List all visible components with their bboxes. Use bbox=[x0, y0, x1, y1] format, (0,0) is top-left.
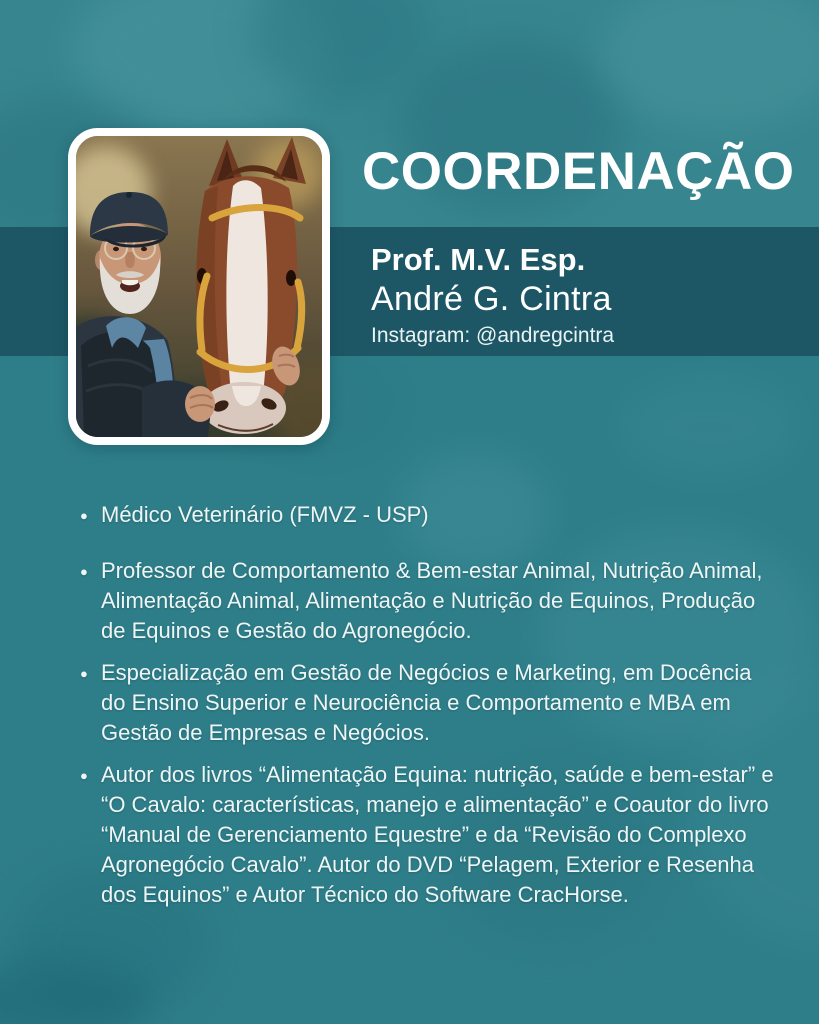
credential-text: Especialização em Gestão de Negócios e Marketing, em Docência do Ensino Superior e Neurociência e Comportamento e MBA em Gestão de Empresas e Negócios. bbox=[101, 660, 752, 745]
credential-text: Médico Veterinário (FMVZ - USP) bbox=[101, 502, 429, 527]
person-info bbox=[371, 241, 614, 350]
credential-text: Professor de Comportamento & Bem-estar Animal, Nutrição Animal, Alimentação Animal, Alimentação e Nutrição de Equinos, Produção de Equinos e Gestão do Agronegócio. bbox=[101, 558, 763, 643]
background-blob bbox=[620, 377, 800, 477]
credential-item bbox=[80, 556, 780, 646]
credentials-list bbox=[80, 500, 780, 910]
background-blob bbox=[600, 0, 819, 130]
person-instagram: Instagram: @andregcintra bbox=[371, 324, 615, 347]
credential-item bbox=[80, 658, 780, 748]
person-title: Prof. M.V. Esp. bbox=[371, 242, 586, 277]
person-name: André G. Cintra bbox=[371, 280, 612, 318]
man-with-horse-illustration bbox=[76, 136, 322, 437]
credential-item bbox=[80, 760, 780, 910]
credential-text: Autor dos livros “Alimentação Equina: nutrição, saúde e bem-estar” e “O Cavalo: características, manejo e alimentação” e Coautor do livro “Manual de Gerenciamento Equestre” e da “Revisão do Complexo Agronegócio Cavalo”. Autor do DVD “Pelagem, Exterior e Resenha dos Equinos” e Autor Técnico do Software CracHorse. bbox=[101, 762, 774, 907]
page-title: COORDENAÇÃO bbox=[362, 142, 795, 201]
credential-item bbox=[80, 500, 780, 530]
coordinator-photo bbox=[68, 128, 330, 445]
